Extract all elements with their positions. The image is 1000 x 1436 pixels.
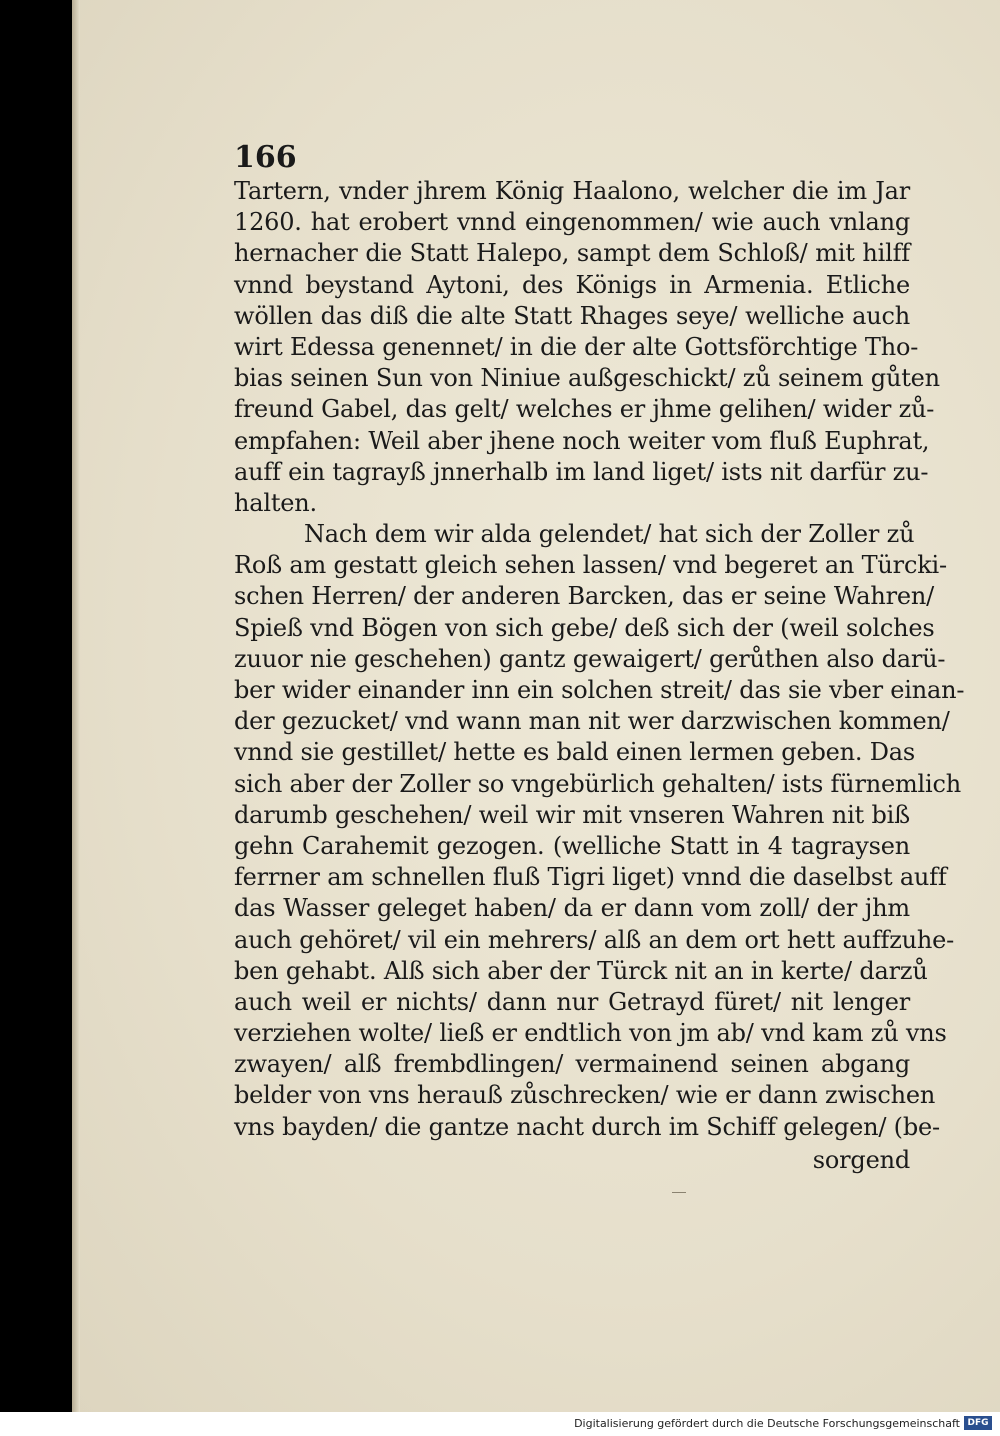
text-line: vnnd sie gestillet/ hette es bald einen lermen geben. Das	[234, 738, 916, 767]
text-line: bias seinen Sun von Niniue außgeschickt/ zů seinem gůten	[234, 364, 940, 393]
text-line: Roß am gestatt gleich sehen lassen/ vnd begeret an Türcki-	[234, 551, 947, 580]
text-line: vns bayden/ die gantze nacht durch im Schiff gelegen/ (be-	[234, 1112, 940, 1141]
text-line: ben gehabt. Alß sich aber der Türck nit an in kerte/ darzů	[234, 956, 928, 985]
text-line: 1260. hat erobert vnnd eingenommen/ wie auch vnlang	[234, 208, 910, 237]
text-line: halten.	[234, 488, 317, 517]
text-line: zuuor nie geschehen) gantz gewaigert/ gerůthen also darü-	[234, 644, 946, 673]
text-line: Spieß vnd Bögen von sich gebe/ deß sich der (weil solches	[234, 613, 935, 642]
text-line: zwayen/ alß frembdlingen/ vermainend seinen abgang	[234, 1050, 910, 1079]
text-line: wirt Edessa genennet/ in die der alte Gottsförchtige Tho-	[234, 332, 919, 361]
footer-bar	[0, 1412, 1000, 1436]
text-line: ber wider einander inn ein solchen streit/ das sie vber einan-	[234, 676, 965, 704]
text-line: belder von vns herauß zůschrecken/ wie er dann zwischen	[234, 1081, 936, 1110]
text-line: verziehen wolte/ ließ er endtlich von jm ab/ vnd kam zů vns	[234, 1019, 947, 1048]
text-line: darumb geschehen/ weil wir mit vnseren Wahren nit biß	[234, 800, 910, 829]
page-mark	[672, 1192, 686, 1193]
text-line: auff ein tagrayß jnnerhalb im land liget/ ists nit darfür zu-	[234, 457, 929, 486]
text-line: der gezucket/ vnd wann man nit wer darzwischen kommen/	[234, 707, 950, 736]
dfg-logo-icon: DFG	[964, 1416, 992, 1430]
text-line: ferrner am schnellen fluß Tigri liget) vnnd die daselbst auff	[234, 863, 947, 892]
text-line: hernacher die Statt Halepo, sampt dem Schloß/ mit hilff	[234, 239, 910, 268]
page-text	[234, 176, 965, 1176]
text-line: schen Herren/ der anderen Barcken, das er seine Wahren/	[234, 582, 935, 611]
page-number: 166	[234, 140, 297, 175]
text-line: vnnd beystand Aytoni, des Königs in Armenia. Etliche	[234, 270, 910, 299]
text-line: sich aber der Zoller so vngebürlich gehalten/ ists fürnemlich	[234, 769, 961, 798]
text-line: empfahen: Weil aber jhene noch weiter vom fluß Euphrat,	[234, 426, 930, 455]
text-line: das Wasser geleget haben/ da er dann vom zoll/ der jhm	[234, 894, 910, 923]
page-edge	[72, 0, 80, 1412]
text-line: gehn Carahemit gezogen. (welliche Statt in 4 tagraysen	[234, 831, 910, 860]
text-line: auch weil er nichts/ dann nur Getrayd füret/ nit lenger	[234, 987, 910, 1016]
text-line: Tartern, vnder jhrem König Haalono, welcher die im Jar	[234, 177, 910, 205]
digitization-credit: Digitalisierung gefördert durch die Deutsche Forschungsgemeinschaft	[574, 1417, 960, 1430]
text-line: freund Gabel, das gelt/ welches er jhme gelihen/ wider zů-	[234, 395, 935, 424]
catchword: sorgend	[812, 1145, 910, 1174]
text-line: wöllen das diß die alte Statt Rhages seye/ welliche auch	[234, 301, 910, 330]
text-line: auch gehöret/ vil ein mehrers/ alß an dem ort hett auffzuhe-	[234, 925, 955, 954]
paragraph-start-line: Nach dem wir alda gelendet/ hat sich der Zoller zů	[304, 520, 915, 549]
